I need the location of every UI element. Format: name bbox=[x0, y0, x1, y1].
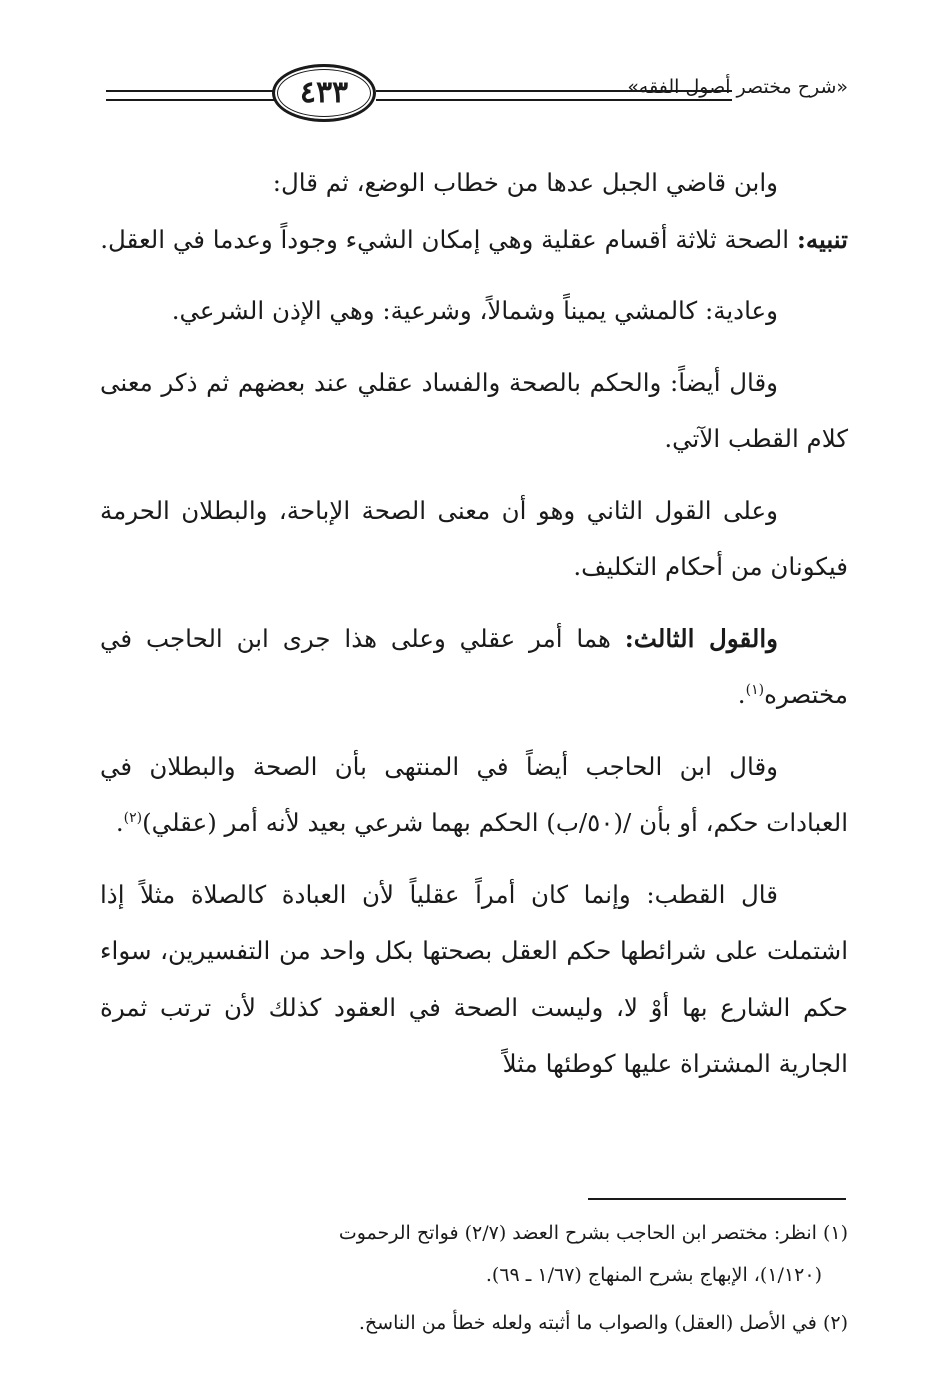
footnote-2-line1: في الأصل (العقل) والصواب ما أثبته ولعله خطأ من الناسخ. bbox=[358, 1312, 817, 1334]
page-header bbox=[100, 62, 848, 128]
third-opinion-label: والقول الثالث: bbox=[624, 623, 778, 653]
footnotes bbox=[100, 1212, 848, 1350]
paragraph-7: قال القطب: وإنما كان أمراً عقلياً لأن العبادة كالصلاة مثلاً إذا اشتملت على شرائطها حكم العقل بصحتها بكل واحد من التفسيرين، سواء حكم الشارع بها أوْ لا، وليست الصحة في العقود كذلك لأن ترتب ثمرة الجارية المشتراة عليها كوطئها مثلاً bbox=[100, 879, 848, 1078]
running-title: «شرح مختصر أصول الفقه» bbox=[627, 76, 848, 98]
paragraph-5-end: . bbox=[737, 680, 746, 709]
footnote-1-marker: (١) bbox=[822, 1222, 848, 1244]
footnote-1-line1: انظر: مختصر ابن الحاجب بشرح العضد (٢/٧) فواتح الرحموت bbox=[338, 1222, 817, 1244]
paragraph-3: وقال أيضاً: والحكم بالصحة والفساد عقلي عند بعضهم ثم ذكر معنى كلام القطب الآتي. bbox=[100, 367, 848, 453]
notice-label: تنبيه: bbox=[796, 224, 848, 254]
paragraph-1-rest: الصحة ثلاثة أقسام عقلية وهي إمكان الشيء وجوداً وعدما في العقل. bbox=[100, 224, 797, 254]
paragraph-5-rest: هما أمر عقلي وعلى هذا جرى ابن الحاجب في مختصره bbox=[100, 623, 848, 709]
body-text bbox=[100, 155, 848, 1108]
paragraph-6-text: وقال ابن الحاجب أيضاً في المنتهى بأن الصحة والبطلان في العبادات حكم، أو بأن /(٥٠/ب) الحكم بهما شرعي بعيد لأنه أمر (عقلي) bbox=[100, 751, 848, 837]
footnote-ref-1: (١) bbox=[745, 681, 765, 698]
paragraph-4: وعلى القول الثاني وهو أن معنى الصحة الإباحة، والبطلان الحرمة فيكونان من أحكام التكليف. bbox=[100, 495, 848, 581]
page-number-badge bbox=[272, 64, 376, 122]
paragraph-2: وعادية: كالمشي يميناً وشمالاً، وشرعية: وهي الإذن الشرعي. bbox=[171, 296, 778, 325]
paragraph-1 bbox=[100, 155, 848, 268]
paragraph-6 bbox=[100, 739, 848, 852]
paragraph-5 bbox=[100, 611, 848, 724]
paragraph-1-line: وابن قاضي الجبل عدها من خطاب الوضع، ثم قال: bbox=[272, 168, 778, 197]
footnote-separator bbox=[588, 1198, 846, 1200]
footnote-2 bbox=[100, 1302, 848, 1344]
footnote-ref-2: (٢) bbox=[123, 809, 143, 826]
header-rule-left bbox=[106, 90, 274, 101]
footnote-2-marker: (٢) bbox=[822, 1312, 848, 1334]
paragraph-6-end: . bbox=[115, 808, 124, 837]
footnote-1 bbox=[100, 1212, 848, 1296]
page-number: ٤٣٣ bbox=[299, 75, 349, 110]
footnote-1-line2: (١/١٢٠)، الإبهاج بشرح المنهاج (١/٦٧ ـ ٦٩). bbox=[485, 1264, 822, 1286]
